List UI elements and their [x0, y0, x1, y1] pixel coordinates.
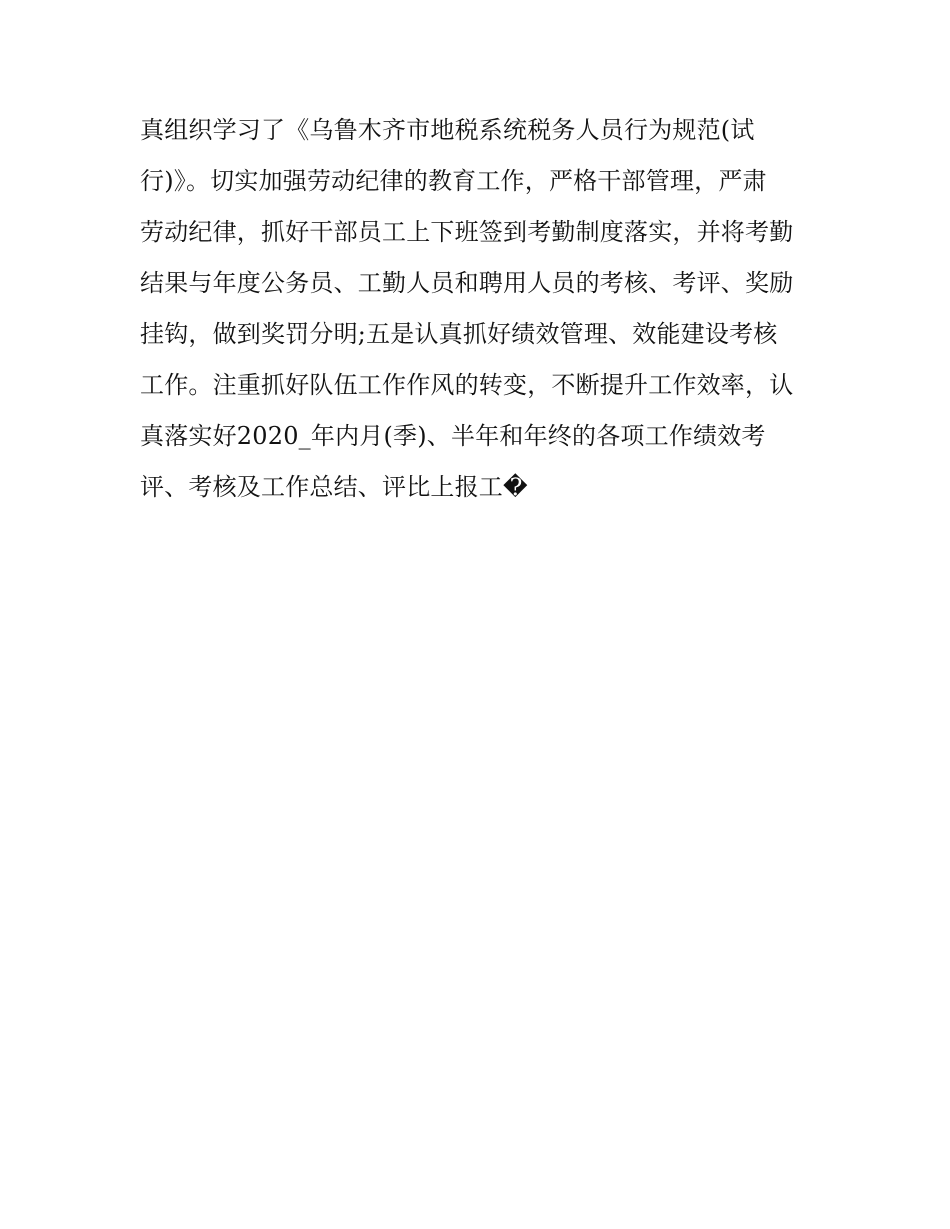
paragraph-line: 劳动纪律，抓好干部员工上下班签到考勤制度落实，并将考勤 — [140, 218, 794, 246]
body-paragraph — [140, 110, 830, 518]
paragraph-line: 结果与年度公务员、工勤人员和聘用人员的考核、考评、奖励 — [140, 269, 794, 297]
paragraph-line: 行)》。切实加强劳动纪律的教育工作，严格干部管理，严肃 — [140, 167, 767, 195]
paragraph-line: 工作。注重抓好队伍工作作风的转变，不断提升工作效率，认 — [140, 371, 794, 399]
paragraph-line: 挂钩，做到奖罚分明;五是认真抓好绩效管理、效能建设考核 — [140, 320, 778, 348]
paragraph-line: 真组织学习了《乌鲁木齐市地税系统税务人员行为规范(试 — [140, 116, 755, 144]
paragraph-line: 评、考核及工作总结、评比上报工� — [140, 473, 528, 501]
paragraph-line: 真落实好2020_年内月(季)、半年和年终的各项工作绩效考 — [140, 422, 766, 450]
